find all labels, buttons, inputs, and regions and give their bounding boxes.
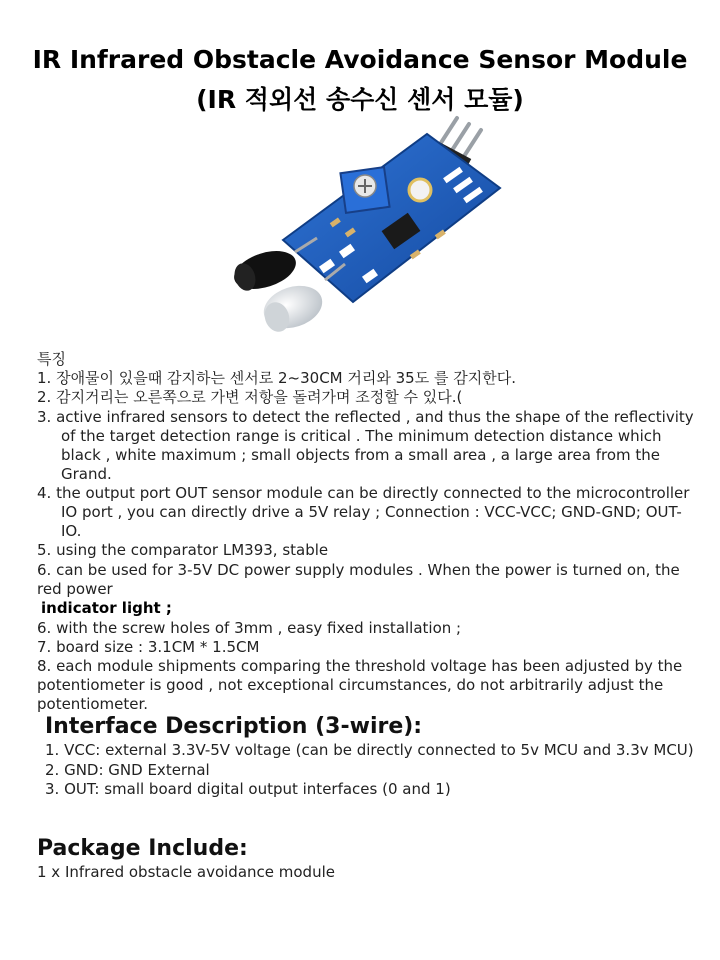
feature-8-line2: potentiometer is good , not exceptional circumstances, do not arbitrarily adjust the — [37, 676, 664, 694]
feature-3-line1: 3. active infrared sensors to detect the reflected , and thus the shape of the reflectivity — [37, 408, 694, 426]
feature-4-line3: IO. — [61, 522, 82, 540]
package-item: 1 x Infrared obstacle avoidance module — [37, 863, 335, 881]
interface-item-vcc: 1. VCC: external 3.3V-5V voltage (can be directly connected to 5v MCU and 3.3v MCU) — [45, 741, 694, 759]
feature-5: 5. using the comparator LM393, stable — [37, 541, 329, 559]
feature-4-line1: 4. the output port OUT sensor module can be directly connected to the microcontroller — [37, 484, 690, 502]
page-title: IR Infrared Obstacle Avoidance Sensor Module — [32, 45, 688, 74]
indicator-light-text: indicator light ; — [41, 599, 172, 617]
feature-3-line3: black , white maximum ; small objects from a small area , a large area from the — [61, 446, 660, 464]
feature-6a-line2: red power — [37, 580, 113, 598]
feature-8-line3: potentiometer. — [37, 695, 149, 713]
features-heading: 특징 — [37, 350, 66, 368]
feature-4-line2: IO port , you can directly drive a 5V relay ; Connection : VCC-VCC; GND-GND; OUT- — [61, 503, 682, 521]
feature-ko-2: 2. 감지거리는 오른쪽으로 가변 저항을 돌려가며 조정할 수 있다.( — [37, 388, 463, 406]
feature-3-line4: Grand. — [61, 465, 112, 483]
interface-heading: Interface Description (3-wire): — [45, 714, 423, 739]
sensor-module-photo — [225, 112, 515, 352]
package-heading: Package Include: — [37, 836, 248, 861]
feature-6a-line1: 6. can be used for 3-5V DC power supply modules . When the power is turned on, the — [37, 561, 680, 579]
feature-ko-1: 1. 장애물이 있을때 감지하는 센서로 2~30CM 거리와 35도 를 감지한다. — [37, 369, 516, 387]
feature-3-line2: of the target detection range is critical . The minimum detection distance which — [61, 427, 662, 445]
potentiometer — [340, 167, 389, 213]
feature-8-line1: 8. each module shipments comparing the threshold voltage has been adjusted by the — [37, 657, 683, 675]
page-subtitle-korean: (IR 적외선 송수신 센서 모듈) — [196, 85, 524, 114]
interface-item-gnd: 2. GND: GND External — [45, 761, 210, 779]
feature-7: 7. board size : 3.1CM * 1.5CM — [37, 638, 260, 656]
feature-6b: 6. with the screw holes of 3mm , easy fixed installation ; — [37, 619, 462, 637]
interface-item-out: 3. OUT: small board digital output interfaces (0 and 1) — [45, 780, 451, 798]
mounting-hole — [409, 179, 431, 201]
